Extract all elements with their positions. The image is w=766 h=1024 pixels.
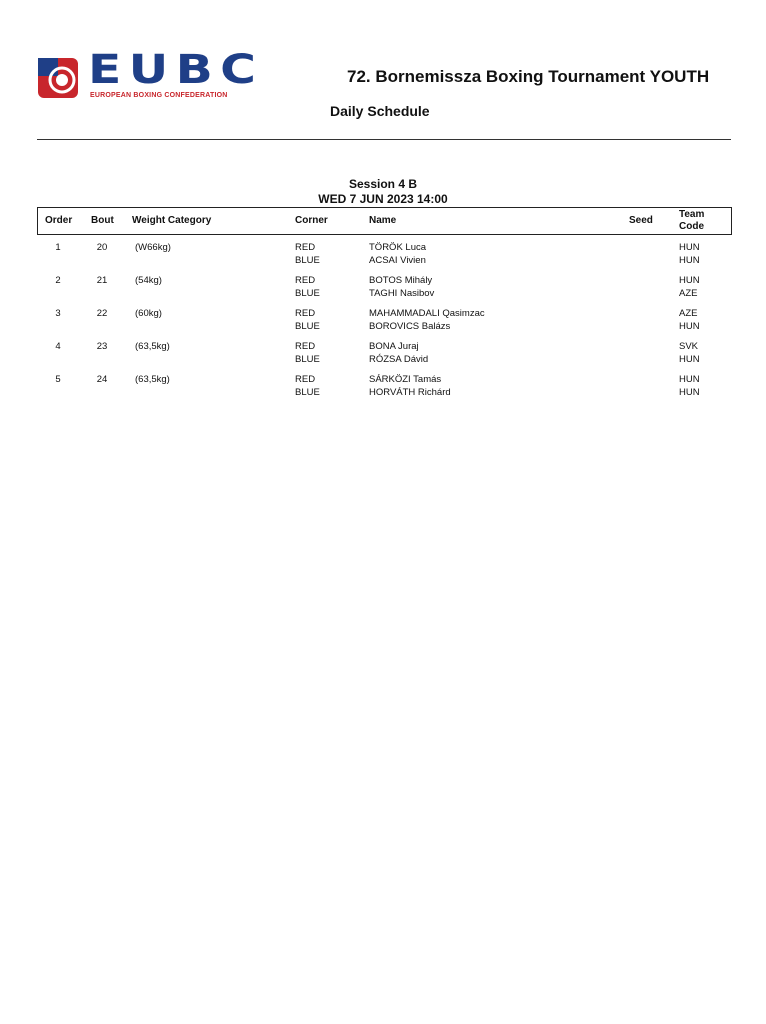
blue-corner-cell: BLUE [295,255,320,266]
column-header-corner: Corner [295,215,328,226]
red-boxer-name: SÁRKÖZI Tamás [369,374,442,385]
blue-boxer-name: ACSAI Vivien [369,255,426,266]
bout-cell: 24 [96,374,108,385]
blue-team-code: HUN [679,387,700,398]
blue-boxer-name: RÓZSA Dávid [369,354,429,365]
bout-cell: 20 [96,242,108,253]
red-team-code: HUN [679,275,700,286]
blue-corner-cell: BLUE [295,387,320,398]
blue-boxer-name: BOROVICS Balázs [369,321,451,332]
blue-boxer-name: HORVÁTH Richárd [369,387,451,398]
red-corner-cell: RED [295,242,316,253]
column-header-team-line2: Code [679,221,704,232]
blue-team-code: AZE [679,288,698,299]
session-heading [0,177,766,207]
weight-cell: (54kg) [135,275,162,286]
red-boxer-name: TÖRÖK Luca [369,242,427,253]
column-header-order: Order [45,215,73,226]
logo-subtext: EUROPEAN BOXING CONFEDERATION [90,92,228,99]
order-cell: 4 [55,341,61,352]
red-corner-cell: RED [295,341,316,352]
logo-wordmark: EUBC [88,47,264,93]
order-cell: 2 [55,275,61,286]
column-header-team-line1: Team [679,209,705,220]
column-header-name: Name [369,215,397,226]
blue-corner-cell: BLUE [295,354,320,365]
blue-team-code: HUN [679,321,700,332]
red-boxer-name: BONA Juraj [369,341,419,352]
column-header-weight: Weight Category [132,215,212,226]
bout-cell: 21 [96,275,108,286]
red-corner-cell: RED [295,374,316,385]
table-header [37,207,732,235]
red-team-code: AZE [679,308,698,319]
blue-corner-cell: BLUE [295,321,320,332]
column-header-seed: Seed [629,215,653,226]
red-boxer-name: BOTOS Mihály [369,275,433,286]
header-divider [37,139,731,140]
red-corner-cell: RED [295,275,316,286]
order-cell: 1 [55,242,61,253]
blue-team-code: HUN [679,255,700,266]
bout-cell: 23 [96,341,108,352]
weight-cell: (W66kg) [135,242,171,253]
red-team-code: HUN [679,242,700,253]
column-header-team-code [679,209,704,233]
bout-cell: 22 [96,308,108,319]
blue-corner-cell: BLUE [295,288,320,299]
weight-cell: (60kg) [135,308,162,319]
blue-boxer-name: TAGHI Nasibov [369,288,435,299]
order-cell: 5 [55,374,61,385]
weight-cell: (63,5kg) [135,341,170,352]
order-cell: 3 [55,308,61,319]
session-datetime: WED 7 JUN 2023 14:00 [318,192,448,206]
eubc-logo [38,47,298,102]
blue-team-code: HUN [679,354,700,365]
column-header-bout: Bout [91,215,114,226]
red-team-code: SVK [679,341,699,352]
page-subtitle: Daily Schedule [330,103,430,119]
red-team-code: HUN [679,374,700,385]
red-corner-cell: RED [295,308,316,319]
tournament-title: 72. Bornemissza Boxing Tournament YOUTH [347,67,710,86]
red-boxer-name: MAHAMMADALI Qasimzac [369,308,485,319]
weight-cell: (63,5kg) [135,374,170,385]
session-name: Session 4 B [348,177,418,191]
boxing-glove-logo-icon [38,56,80,100]
